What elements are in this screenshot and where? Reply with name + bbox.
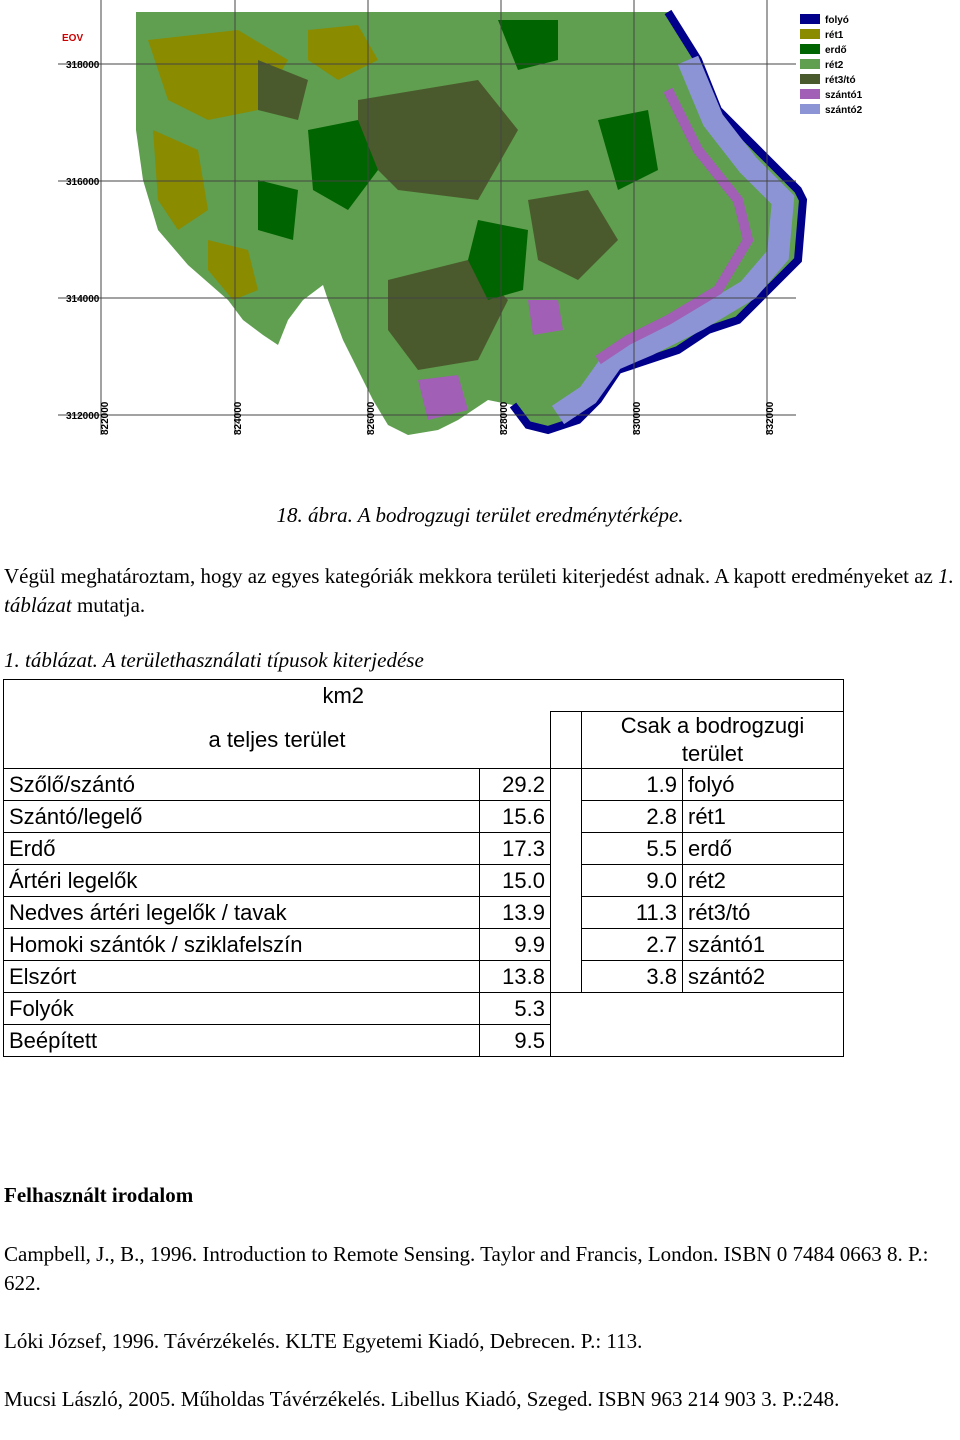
bodrog-area-value: 2.7 bbox=[582, 929, 683, 961]
legend-swatch bbox=[800, 44, 820, 54]
full-area-category: Szőlő/szántó bbox=[4, 769, 480, 801]
table-row bbox=[4, 993, 844, 1025]
full-area-category: Elszórt bbox=[4, 961, 480, 993]
full-area-category: Szántó/legelő bbox=[4, 801, 480, 833]
table-row bbox=[4, 769, 844, 801]
header-spacer bbox=[683, 680, 844, 712]
full-area-category: Folyók bbox=[4, 993, 480, 1025]
bodrog-area-category: rét3/tó bbox=[683, 897, 844, 929]
gap-cell bbox=[551, 769, 582, 801]
legend-label: rét3/tó bbox=[825, 75, 856, 86]
body-paragraph bbox=[4, 562, 959, 620]
x-tick-label: 826000 bbox=[366, 401, 377, 435]
empty-cell bbox=[551, 993, 844, 1025]
bodrog-area-category: szántó2 bbox=[683, 961, 844, 993]
bodrog-area-value: 5.5 bbox=[582, 833, 683, 865]
full-area-value: 29.2 bbox=[480, 769, 551, 801]
y-tick-label: 314000 bbox=[66, 294, 100, 305]
references-heading: Felhasznált irodalom bbox=[4, 1183, 194, 1207]
legend-swatch bbox=[800, 59, 820, 69]
bodrog-area-value: 2.8 bbox=[582, 801, 683, 833]
full-area-category: Ártéri legelők bbox=[4, 865, 480, 897]
land-use-table bbox=[3, 679, 844, 1057]
full-area-category: Homoki szántók / sziklafelszín bbox=[4, 929, 480, 961]
bodrog-area-category: erdő bbox=[683, 833, 844, 865]
bodrog-area-category: rét2 bbox=[683, 865, 844, 897]
legend-swatch bbox=[800, 14, 820, 24]
unit-header: km2 bbox=[4, 680, 683, 712]
y-tick-label: 316000 bbox=[66, 177, 100, 188]
x-tick-label: 824000 bbox=[233, 401, 244, 435]
bodrog-area-value: 11.3 bbox=[582, 897, 683, 929]
full-area-header: a teljes terület bbox=[4, 712, 551, 769]
reference-item: Lóki József, 1996. Távérzékelés. KLTE Egyetemi Kiadó, Debrecen. P.: 113. bbox=[4, 1329, 643, 1353]
paragraph-text: Végül meghatároztam, hogy az egyes kategóriák mekkora területi kiterjedést adnak. A kapott eredményeket az bbox=[4, 564, 939, 588]
legend-label: rét2 bbox=[825, 60, 844, 71]
land-use-map bbox=[58, 0, 900, 500]
bodrog-area-category: rét1 bbox=[683, 801, 844, 833]
full-area-value: 9.9 bbox=[480, 929, 551, 961]
eov-label: EOV bbox=[62, 33, 84, 44]
legend-swatch bbox=[800, 74, 820, 84]
full-area-value: 15.0 bbox=[480, 865, 551, 897]
gap-cell bbox=[551, 865, 582, 897]
bodrog-area-category: szántó1 bbox=[683, 929, 844, 961]
x-tick-label: 822000 bbox=[100, 401, 111, 435]
table-caption: 1. táblázat. A területhasználati típusok kiterjedése bbox=[4, 648, 424, 672]
bodrog-area-category: folyó bbox=[683, 769, 844, 801]
bodrog-area-value: 1.9 bbox=[582, 769, 683, 801]
full-area-value: 5.3 bbox=[480, 993, 551, 1025]
gap-cell bbox=[551, 929, 582, 961]
full-area-value: 13.9 bbox=[480, 897, 551, 929]
legend-label: erdő bbox=[825, 45, 847, 56]
legend-swatch bbox=[800, 29, 820, 39]
table-row bbox=[4, 897, 844, 929]
full-area-value: 17.3 bbox=[480, 833, 551, 865]
table-row bbox=[4, 801, 844, 833]
legend-swatch bbox=[800, 89, 820, 99]
paragraph-text: mutatja. bbox=[71, 593, 146, 617]
y-tick-label: 318000 bbox=[66, 60, 100, 71]
x-tick-label: 828000 bbox=[499, 401, 510, 435]
legend-label: folyó bbox=[825, 15, 849, 26]
full-area-value: 15.6 bbox=[480, 801, 551, 833]
gap-cell bbox=[551, 801, 582, 833]
bodrog-header-line: Csak a bodrogzugi bbox=[620, 713, 805, 738]
full-area-value: 13.8 bbox=[480, 961, 551, 993]
full-area-category: Beépített bbox=[4, 1025, 480, 1057]
table-row bbox=[4, 833, 844, 865]
figure-caption: 18. ábra. A bodrogzugi terület eredménytérképe. bbox=[276, 503, 684, 527]
full-area-category: Erdő bbox=[4, 833, 480, 865]
empty-cell bbox=[551, 1025, 844, 1057]
legend-label: szántó2 bbox=[825, 105, 863, 116]
x-tick-label: 832000 bbox=[765, 401, 776, 435]
legend-label: szántó1 bbox=[825, 90, 863, 101]
table-reference: 1. táblázat bbox=[4, 564, 954, 617]
full-area-category: Nedves ártéri legelők / tavak bbox=[4, 897, 480, 929]
bodrog-area-header bbox=[582, 712, 844, 769]
gap-cell bbox=[551, 833, 582, 865]
x-tick-label: 830000 bbox=[632, 401, 643, 435]
bodrog-area-value: 3.8 bbox=[582, 961, 683, 993]
legend-label: rét1 bbox=[825, 30, 844, 41]
gap-cell bbox=[551, 897, 582, 929]
gap-cell bbox=[551, 961, 582, 993]
table-row bbox=[4, 1025, 844, 1057]
table-row bbox=[4, 961, 844, 993]
bodrog-header-line: terület bbox=[681, 741, 744, 766]
gap-cell bbox=[551, 712, 582, 769]
y-tick-label: 312000 bbox=[66, 411, 100, 422]
full-area-value: 9.5 bbox=[480, 1025, 551, 1057]
bodrog-area-value: 9.0 bbox=[582, 865, 683, 897]
reference-item: Mucsi László, 2005. Műholdas Távérzékelés. Libellus Kiadó, Szeged. ISBN 963 214 903 3. P.:248. bbox=[4, 1387, 840, 1411]
legend-swatch bbox=[800, 104, 820, 114]
reference-item: Campbell, J., B., 1996. Introduction to Remote Sensing. Taylor and Francis, London. ISBN 0 7484 0663 8. P.: 622. bbox=[4, 1242, 929, 1295]
table-row bbox=[4, 929, 844, 961]
table-row bbox=[4, 865, 844, 897]
